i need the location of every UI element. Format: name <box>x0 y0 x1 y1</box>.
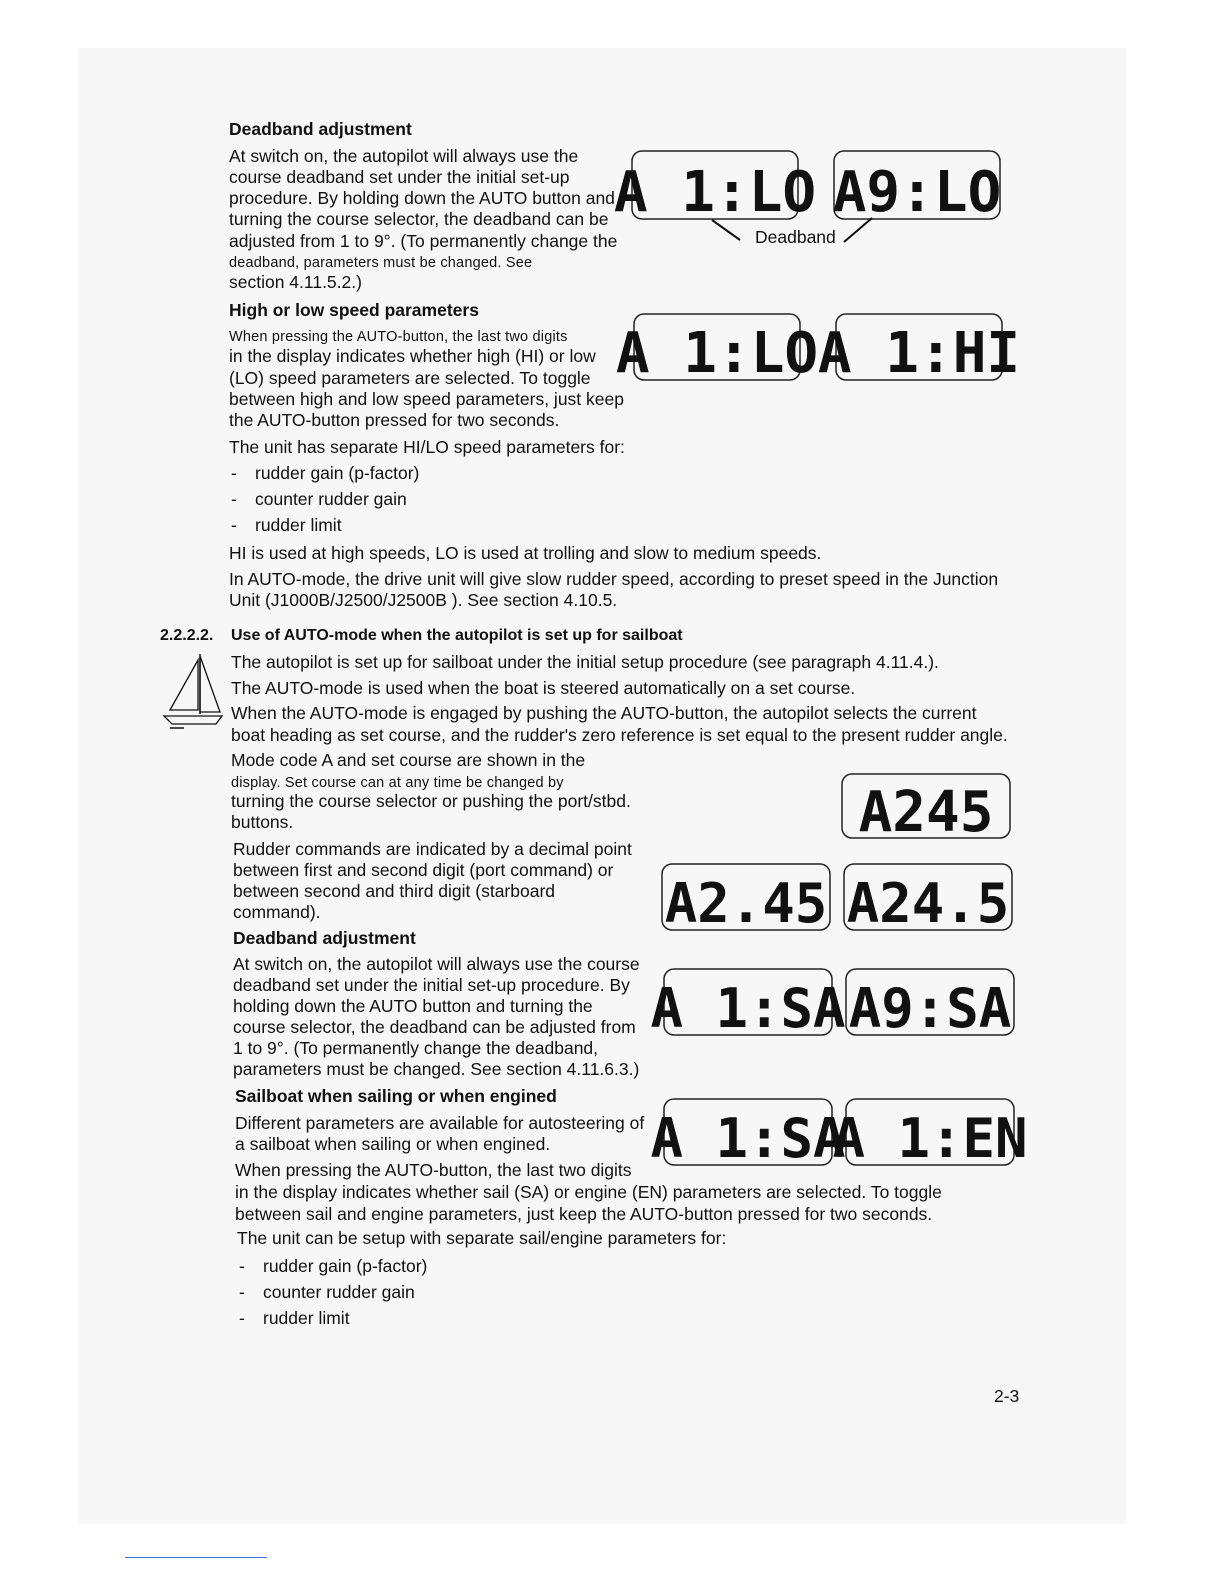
sail-deadband-heading: Deadband adjustment <box>233 928 416 948</box>
paragraph-line: the AUTO-button pressed for two seconds. <box>229 410 560 430</box>
paragraph-line: At switch on, the autopilot will always use the course <box>233 954 640 974</box>
section-title: Use of AUTO-mode when the autopilot is set up for sailboat <box>231 627 683 644</box>
paragraph-line: turning the course selector, the deadband can be <box>229 209 609 229</box>
svg-text:A24.5: A24.5 <box>846 872 1010 935</box>
lcd-display-a9sa <box>844 967 1016 1040</box>
deadband-heading: Deadband adjustment <box>229 119 412 139</box>
bullet-dash: - <box>239 1256 245 1276</box>
paragraph-line: The autopilot is set up for sailboat under the initial setup procedure (see paragraph 4.11.4.). <box>231 652 939 672</box>
paragraph-line: When pressing the AUTO-button, the last two digits <box>235 1160 632 1180</box>
paragraph-line: When the AUTO-mode is engaged by pushing the AUTO-button, the autopilot selects the current <box>231 703 977 723</box>
svg-text:A 1:EN: A 1:EN <box>832 1107 1028 1170</box>
svg-text:A9:SA: A9:SA <box>848 977 1012 1040</box>
bullet-dash: - <box>231 463 237 483</box>
paragraph-line: in the display indicates whether high (HI) or low <box>229 346 596 366</box>
page-number: 2-3 <box>994 1386 1020 1406</box>
bullet-dash: - <box>239 1282 245 1302</box>
auto-mode-line: In AUTO-mode, the drive unit will give slow rudder speed, according to preset speed in the Junction <box>229 569 999 589</box>
hi-lo-line: HI is used at high speeds, LO is used at trolling and slow to medium speeds. <box>229 543 822 563</box>
bullet-dash: - <box>231 515 237 535</box>
list-item: rudder gain (p-factor) <box>263 1256 428 1276</box>
paragraph-line: parameters must be changed. See section 4.11.6.3.) <box>233 1059 640 1079</box>
lcd-display-port-command <box>660 862 832 935</box>
auto-mode-line: Unit (J1000B/J2500/J2500B ). See section 4.10.5. <box>229 590 618 610</box>
lcd-display-a1sa <box>650 967 846 1040</box>
list-item: rudder gain (p-factor) <box>255 463 420 483</box>
paragraph-line: adjusted from 1 to 9°. (To permanently change the <box>229 231 618 251</box>
list-item: rudder limit <box>255 515 342 535</box>
paragraph-line: course deadband set under the initial set-up <box>229 167 570 187</box>
speed-params-heading: High or low speed parameters <box>229 300 479 320</box>
svg-text:A 1:SA: A 1:SA <box>650 1107 846 1170</box>
sailboat-icon <box>160 650 226 738</box>
paragraph-line: in the display indicates whether sail (SA) or engine (EN) parameters are selected. To toggle <box>235 1182 942 1202</box>
paragraph-line: (LO) speed parameters are selected. To toggle <box>229 368 591 388</box>
paragraph-line: deadband set under the initial set-up procedure. By <box>233 975 630 995</box>
lcd-display-a1lo <box>615 312 819 386</box>
separate-params-line: The unit can be setup with separate sail/engine parameters for: <box>237 1228 727 1248</box>
svg-text:A 1:LO: A 1:LO <box>615 321 819 386</box>
paragraph-line: a sailboat when sailing or when engined. <box>235 1134 551 1154</box>
paragraph-line: Rudder commands are indicated by a decimal point <box>233 839 632 859</box>
paragraph-line: display. Set course can at any time be changed by <box>231 775 564 791</box>
paragraph-line: section 4.11.5.2.) <box>229 272 362 292</box>
svg-text:A245: A245 <box>858 780 994 845</box>
paragraph-line: command). <box>233 902 321 922</box>
lcd-display-starboard-command <box>842 862 1014 935</box>
paragraph-line: between first and second digit (port command) or <box>233 860 614 880</box>
paragraph-line: 1 to 9°. (To permanently change the deadband, <box>233 1038 599 1058</box>
paragraph-line: boat heading as set course, and the rudder's zero reference is set equal to the present rudder angle. <box>231 725 1008 745</box>
svg-text:A2.45: A2.45 <box>664 872 828 935</box>
svg-text:A 1:SA: A 1:SA <box>650 977 846 1040</box>
paragraph-line: At switch on, the autopilot will always use the <box>229 146 579 166</box>
footer-rule <box>125 1557 267 1558</box>
paragraph-line: course selector, the deadband can be adjusted from <box>233 1017 636 1037</box>
paragraph-line: between high and low speed parameters, just keep <box>229 389 624 409</box>
section-number: 2.2.2.2. <box>160 627 214 644</box>
paragraph-line: turning the course selector or pushing the port/stbd. <box>231 791 631 811</box>
paragraph-line: When pressing the AUTO-button, the last two digits <box>229 329 568 345</box>
paragraph-line: The AUTO-mode is used when the boat is steered automatically on a set course. <box>231 678 856 698</box>
paragraph-line: procedure. By holding down the AUTO button and <box>229 188 615 208</box>
svg-text:A 1:LO: A 1:LO <box>613 160 817 225</box>
list-item: counter rudder gain <box>263 1282 415 1302</box>
lcd-display-a9lo <box>832 149 1002 225</box>
bullet-dash: - <box>231 489 237 509</box>
lcd-display-a1sa <box>650 1097 846 1170</box>
bullet-dash: - <box>239 1308 245 1328</box>
lcd-display-a1lo <box>613 149 817 225</box>
paragraph-line: Different parameters are available for autosteering of <box>235 1113 645 1133</box>
lcd-display-a1en <box>832 1097 1028 1170</box>
lcd-display-a245 <box>840 772 1012 845</box>
deadband-label: Deadband <box>755 227 836 247</box>
separate-params-line: The unit has separate HI/LO speed parameters for: <box>229 437 625 457</box>
sailing-engined-heading: Sailboat when sailing or when engined <box>235 1086 557 1106</box>
list-item: rudder limit <box>263 1308 350 1328</box>
paragraph-line: Mode code A and set course are shown in the <box>231 750 586 770</box>
lcd-display-a1hi <box>817 312 1021 386</box>
paragraph-line: holding down the AUTO button and turning the <box>233 996 593 1016</box>
paragraph-line: buttons. <box>231 812 294 832</box>
paragraph-line: between sail and engine parameters, just keep the AUTO-button pressed for two seconds. <box>235 1204 933 1224</box>
paragraph-line: deadband, parameters must be changed. See <box>229 255 533 271</box>
list-item: counter rudder gain <box>255 489 407 509</box>
svg-text:A9:LO: A9:LO <box>832 160 1002 225</box>
paragraph-line: between second and third digit (starboard <box>233 881 556 901</box>
svg-text:A 1:HI: A 1:HI <box>817 321 1021 386</box>
